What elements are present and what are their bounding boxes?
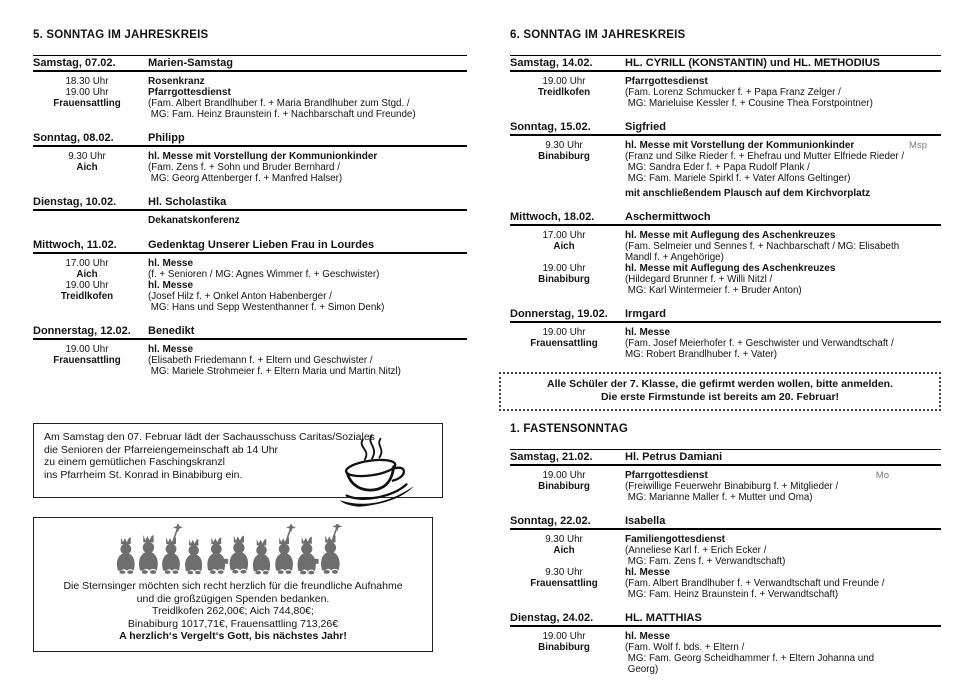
right-schedule-top (510, 29, 941, 360)
coffee-cup-clipart (328, 432, 420, 518)
line-text: mit anschließendem Plausch auf dem Kirchvorplatz (625, 188, 871, 199)
schedule-day (510, 515, 941, 600)
schedule-line (33, 151, 467, 162)
schedule-line (510, 98, 941, 109)
schedule-line (510, 534, 941, 545)
firmung-notice-line: Die erste Firmstunde ist bereits am 20. Februar! (600, 391, 840, 403)
schedule-line (510, 567, 941, 578)
section-heading: 6. SONNTAG IM JAHRESKREIS (510, 29, 686, 41)
day-title: Aschermittwoch (625, 211, 711, 223)
time-label: 19.00 Uhr (65, 280, 109, 291)
time-label: 9.30 Uhr (545, 140, 583, 151)
day-date: Mittwoch, 18.02. (510, 211, 595, 223)
line-text: (Hildegard Brunner f. + Willi Nitzl / (625, 274, 773, 285)
caritas-text-line: Am Samstag den 07. Februar lädt der Sachausschuss Caritas/Soziales (44, 431, 375, 443)
place-label: Aich (553, 545, 575, 556)
time-label (510, 664, 625, 675)
schedule-line (33, 215, 467, 226)
schedule-line (510, 492, 941, 503)
left-column (33, 29, 467, 652)
day-header (510, 308, 941, 323)
time-label (510, 188, 625, 199)
schedule-line (510, 578, 941, 589)
line-text: MG: Robert Brandlhuber f. + Vater) (625, 349, 778, 360)
day-title: HL. MATTHIAS (625, 612, 702, 624)
place-label: Frauensattling (53, 355, 121, 366)
line-text: Dekanatskonferenz (148, 215, 240, 226)
line-text: Pfarrgottesdienst (625, 76, 708, 87)
line-text: (f. + Senioren / MG: Agnes Wimmer f. + Geschwister) (148, 269, 380, 280)
day-header (510, 449, 941, 466)
time-label: 19.00 Uhr (542, 263, 586, 274)
schedule-line (510, 642, 941, 653)
schedule-day (33, 132, 467, 184)
line-text: MG: Sandra Eder f. + Papa Rudolf Plank / (625, 162, 810, 173)
place-label: Frauensattling (530, 578, 598, 589)
line-text: hl. Messe (148, 258, 194, 269)
schedule-line (510, 556, 941, 567)
firmung-notice-box (499, 372, 941, 411)
day-date: Samstag, 14.02. (510, 57, 593, 69)
schedule-day (33, 325, 467, 377)
day-title: Gedenktag Unserer Lieben Frau in Lourdes (148, 239, 375, 251)
schedule-line (510, 545, 941, 556)
line-text: (Fam. Albert Brandlhuber f. + Maria Brandlhuber zum Stgd. / (148, 98, 410, 109)
time-label: 19.00 Uhr (65, 344, 109, 355)
firmung-notice-line: Alle Schüler der 7. Klasse, die gefirmt werden wollen, bitte anmelden. (546, 378, 893, 390)
caritas-text-line: ins Pfarrheim St. Konrad in Binabiburg ein. (44, 468, 243, 481)
place-label: Aich (76, 269, 98, 280)
line-text: (Fam. Wolf f. bds. + Eltern / (625, 642, 745, 653)
schedule-line (33, 258, 467, 269)
day-header (510, 121, 941, 136)
right-column (510, 29, 941, 682)
time-label (33, 215, 148, 226)
time-label (510, 349, 625, 360)
line-text: (Franz und Silke Rieder f. + Ehefrau und Mutter Elfriede Rieder / (625, 151, 905, 162)
time-label (510, 252, 625, 263)
schedule-day (510, 55, 941, 109)
line-text: (Fam. Zens f. + Sohn und Bruder Bernhard / (148, 162, 340, 173)
place-label: Aich (76, 162, 98, 173)
schedule-line (510, 188, 941, 199)
time-label (510, 492, 625, 503)
schedule-line (510, 327, 941, 338)
day-header (510, 211, 941, 226)
time-label (510, 285, 625, 296)
day-date: Mittwoch, 11.02. (33, 239, 117, 251)
day-title: Hl. Scholastika (148, 196, 227, 208)
line-text: hl. Messe (625, 327, 671, 338)
schedule-line (510, 252, 941, 263)
day-date: Donnerstag, 19.02. (510, 308, 608, 320)
section-heading: 5. SONNTAG IM JAHRESKREIS (33, 29, 209, 41)
line-text: MG: Fam. Heinz Braunstein f. + Nachbarschaft und Freunde) (148, 109, 416, 120)
schedule-line (33, 302, 467, 313)
line-text: hl. Messe mit Auflegung des Aschenkreuzes (625, 263, 836, 274)
sternsinger-donation-line: Binabiburg 1017,71€, Frauensattling 713,26€ (127, 617, 339, 630)
schedule-line (510, 664, 941, 675)
schedule-day (33, 196, 467, 226)
schedule-day (510, 211, 941, 296)
left-schedule (33, 29, 467, 377)
day-header (510, 612, 941, 627)
line-text: (Elisabeth Friedemann f. + Eltern und Geschwister / (148, 355, 373, 366)
day-date: Dienstag, 24.02. (510, 612, 594, 624)
line-text: MG: Fam. Zens f. + Verwandtschaft) (625, 556, 786, 567)
schedule-day (510, 121, 941, 199)
time-label (33, 173, 148, 184)
place-label: Binabiburg (538, 642, 590, 653)
line-text: (Anneliese Karl f. + Erich Ecker / (625, 545, 767, 556)
time-label (33, 109, 148, 120)
schedule-line (510, 653, 941, 664)
caritas-text-line: zu einem gemütlichen Faschingskranzl (44, 456, 225, 468)
line-text: (Fam. Selmeier und Sennes f. + Nachbarschaft / MG: Elisabeth (625, 241, 900, 252)
schedule-line (510, 263, 941, 274)
schedule-line (510, 162, 941, 173)
schedule-line (510, 173, 941, 184)
place-label: Frauensattling (53, 98, 121, 109)
line-text: hl. Messe (625, 631, 671, 642)
line-text: MG: Fam. Mariele Spirkl f. + Vater Alfons Geltinger) (625, 173, 851, 184)
place-label: Aich (553, 241, 575, 252)
line-text: Pfarrgottesdienst Mo (625, 470, 889, 481)
schedule-line (510, 241, 941, 252)
line-text: Mandl f. + Angehörige) (625, 252, 724, 263)
schedule-line (33, 173, 467, 184)
line-text: MG: Marieluise Kessler f. + Cousine Thea Forstpointner) (625, 98, 873, 109)
time-label: 18.30 Uhr (65, 76, 109, 87)
day-title: Benedikt (148, 325, 195, 337)
time-label: 17.00 Uhr (65, 258, 109, 269)
schedule-line (33, 355, 467, 366)
line-text: MG: Fam. Heinz Braunstein f. + Verwandtschaft) (625, 589, 839, 600)
day-title: Isabella (625, 515, 666, 527)
schedule-line (510, 631, 941, 642)
sternsinger-thanks-line: A herzlich‘s Vergelt‘s Gott, bis nächstes Jahr! (119, 630, 347, 642)
day-header (33, 132, 467, 147)
schedule-line (510, 285, 941, 296)
caritas-text-line: die Senioren der Pfarreiengemeinschaft ab 14 Uhr (44, 443, 279, 456)
line-text: hl. Messe mit Vorstellung der Kommunionkinder Msp (625, 140, 927, 151)
line-text: MG: Fam. Georg Scheidhammer f. + Eltern Johanna und (625, 653, 875, 664)
time-label: 19.00 Uhr (542, 76, 586, 87)
day-header (510, 515, 941, 530)
schedule-line (33, 269, 467, 280)
schedule-line (33, 280, 467, 291)
line-text: (Fam. Josef Meierhofer f. + Geschwister und Verwandtschaft / (625, 338, 894, 349)
sternsinger-text-line: und die großzügigen Spenden bedanken. (136, 592, 330, 605)
time-label (510, 162, 625, 173)
line-text: (Fam. Lorenz Schmucker f. + Papa Franz Zelger / (625, 87, 841, 98)
line-text: (Freiwillige Feuerwehr Binabiburg f. + Mitglieder / (625, 481, 839, 492)
place-label: Binabiburg (538, 481, 590, 492)
schedule-line (33, 87, 467, 98)
schedule-line (33, 366, 467, 377)
schedule-day (33, 239, 467, 313)
schedule-day (510, 449, 941, 503)
time-label: 19.00 Uhr (65, 87, 109, 98)
line-text: hl. Messe (148, 344, 194, 355)
line-text: MG: Mariele Strohmeier f. + Eltern Maria und Martin Nitzl) (148, 366, 401, 377)
time-label (33, 302, 148, 313)
line-text: MG: Karl Wintermeier f. + Bruder Anton) (625, 285, 802, 296)
celebrant-note: Mo (875, 470, 889, 481)
schedule-line (510, 76, 941, 87)
line-text: MG: Georg Attenberger f. + Manfred Halser) (148, 173, 343, 184)
time-label (510, 173, 625, 184)
day-date: Samstag, 07.02. (33, 57, 116, 69)
time-label (510, 556, 625, 567)
schedule-line (33, 162, 467, 173)
line-text: hl. Messe mit Vorstellung der Kommunionkinder (148, 151, 378, 162)
section-heading: 1. FASTENSONNTAG (510, 423, 628, 435)
schedule-line (510, 151, 941, 162)
line-text: (Josef Hilz f. + Onkel Anton Habenberger / (148, 291, 332, 302)
day-header (33, 55, 467, 72)
place-label: Binabiburg (538, 151, 590, 162)
schedule-line (33, 76, 467, 87)
schedule-day (510, 308, 941, 360)
place-label: Treidlkofen (537, 87, 591, 98)
line-text: MG: Marianne Maller f. + Mutter und Oma) (625, 492, 813, 503)
day-date: Sonntag, 15.02. (510, 121, 591, 133)
line-text: MG: Hans und Sepp Westenthanner f. + Simon Denk) (148, 302, 385, 313)
day-date: Dienstag, 10.02. (33, 196, 117, 208)
schedule-line (510, 481, 941, 492)
day-title: Marien-Samstag (148, 57, 233, 69)
sternsinger-thanks-box (33, 517, 433, 652)
time-label: 19.00 Uhr (542, 327, 586, 338)
time-label: 19.00 Uhr (542, 470, 586, 481)
time-label: 9.30 Uhr (545, 567, 583, 578)
line-text: Pfarrgottesdienst (148, 87, 231, 98)
line-text: hl. Messe (148, 280, 194, 291)
day-date: Samstag, 21.02. (510, 451, 593, 463)
day-title: Philipp (148, 132, 185, 144)
day-header (510, 55, 941, 72)
time-label: 9.30 Uhr (545, 534, 583, 545)
line-text: hl. Messe (625, 567, 671, 578)
line-text: hl. Messe mit Auflegung des Aschenkreuzes (625, 230, 836, 241)
schedule-line (510, 589, 941, 600)
time-label: 17.00 Uhr (542, 230, 586, 241)
time-label (33, 366, 148, 377)
sternsinger-clipart (115, 524, 351, 576)
day-date: Donnerstag, 12.02. (33, 325, 131, 337)
place-label: Treidlkofen (60, 291, 114, 302)
time-label (510, 98, 625, 109)
schedule-line (510, 274, 941, 285)
schedule-line (33, 291, 467, 302)
day-date: Sonntag, 08.02. (33, 132, 114, 144)
celebrant-note: Msp (909, 140, 927, 151)
schedule-line (510, 349, 941, 360)
schedule-line (33, 98, 467, 109)
caritas-announcement-box (33, 423, 443, 498)
schedule-line (510, 470, 941, 481)
day-date: Sonntag, 22.02. (510, 515, 591, 527)
time-label (510, 589, 625, 600)
sternsinger-text-line: Die Sternsinger möchten sich recht herzlich für die freundliche Aufnahme (63, 580, 403, 592)
schedule-line (510, 230, 941, 241)
day-header (33, 239, 467, 254)
line-text: Rosenkranz (148, 76, 205, 87)
schedule-day (33, 55, 467, 120)
day-title: Sigfried (625, 121, 666, 133)
time-label (510, 653, 625, 664)
time-label: 19.00 Uhr (542, 631, 586, 642)
place-label: Binabiburg (538, 274, 590, 285)
right-schedule-bottom (510, 423, 941, 675)
place-label: Frauensattling (530, 338, 598, 349)
line-text: Georg) (625, 664, 659, 675)
schedule-line (510, 338, 941, 349)
schedule-line (510, 87, 941, 98)
schedule-day (510, 612, 941, 675)
schedule-line (510, 140, 941, 151)
line-text: Familiengottesdienst (625, 534, 726, 545)
day-title: Irmgard (625, 308, 666, 320)
day-title: HL. CYRILL (KONSTANTIN) und HL. METHODIUS (625, 57, 881, 69)
time-label: 9.30 Uhr (68, 151, 106, 162)
schedule-line (33, 344, 467, 355)
day-header (33, 325, 467, 340)
day-title: Hl. Petrus Damiani (625, 451, 723, 463)
schedule-line (33, 109, 467, 120)
sternsinger-donation-line: Treidlkofen 262,00€; Aich 744,80€; (152, 605, 314, 617)
line-text: (Fam. Albert Brandlhuber f. + Verwandtschaft und Freunde / (625, 578, 885, 589)
day-header (33, 196, 467, 211)
